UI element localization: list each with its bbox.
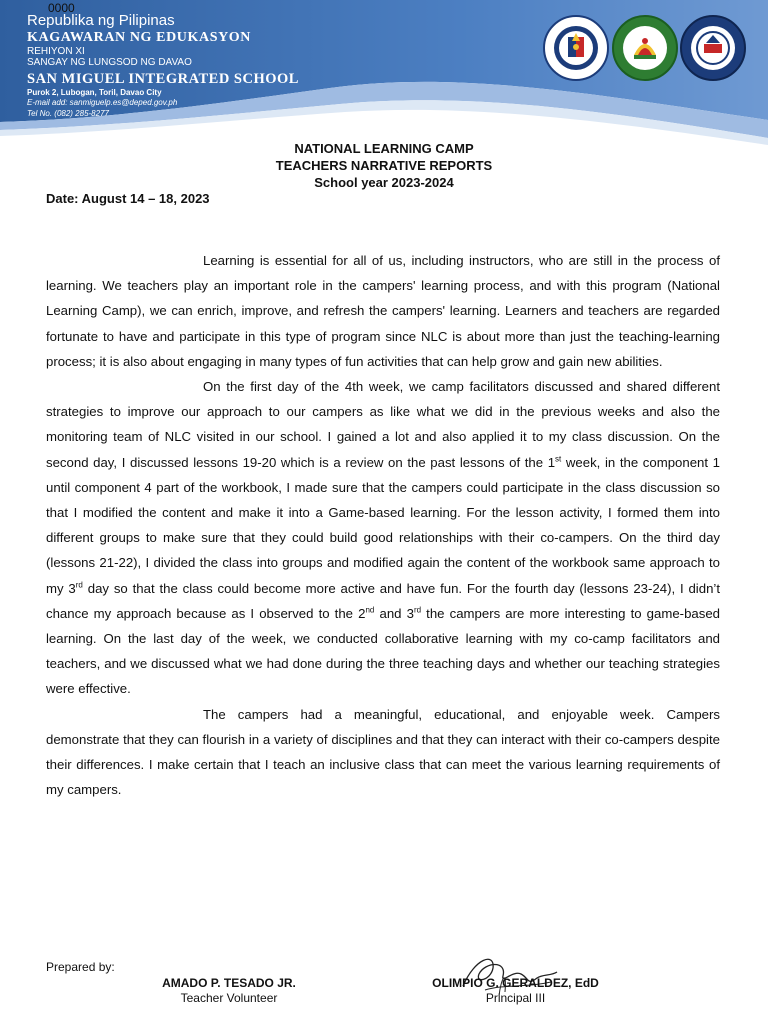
report-date: Date: August 14 – 18, 2023 [46,191,210,206]
paragraph-2-part-b: week, in the component 1 until component 4 part of the workbook, I made sure that the campers could participate in the class discussion so that I modified the content and make it into a Game-based learning. For the lesson activity, I formed them into different groups to make sure that they could build good relationships with their co-campers. On the third day (lessons 21-22), I divided the class into groups and modified again the content of the workbook same approach to my 3 [46,454,720,596]
republika-line: Republika ng Pilipinas [27,12,175,29]
deped-seal-icon [543,15,609,81]
ordinal-suffix: nd [365,605,375,615]
signatory-teacher-name: AMADO P. TESADO JR. [162,976,296,990]
prepared-by-label: Prepared by: [46,960,115,974]
paragraph-2-part-a: On the first day of the 4th week, we camp facilitators discussed and shared different strategies to improve our approach to our campers as like what we did in the previous weeks and also the monitoring team of NLC visited in our school. I gained a lot and also applied it to my class discussion. On the second day, I discussed lessons 19-20 which is a review on the past lessons of the 1 [46,379,720,470]
paragraph-1: Learning is essential for all of us, including instructors, who are still in the process of learning. We teachers play an important role in the campers' learning process, and with this program (National Learning Camp), we can enrich, improve, and refresh the campers' learning. Learners and teachers are regarded fortunate to have and participate in this type of program since NLC is about more than just the teaching-learning process; it is also about engaging in many types of fun activities that can help grow and gain new abilities. [46,253,720,369]
signatory-principal [403,976,628,1006]
paragraph-2-part-c: day so that the class could become more active and have fun. For the fourth day (lessons 23-24), I didn’t chance my approach because as I observed to the 2 [46,580,721,621]
ordinal-suffix: rd [413,605,422,615]
title-line-2: TEACHERS NARRATIVE REPORTS [275,158,493,173]
division-line: SANGAY NG LUNGSOD NG DAVAO [27,57,192,68]
school-seal-icon [680,15,746,81]
signatory-principal-role: Principal III [485,991,546,1005]
paragraph-2-part-e: the campers are more interesting to game-based learning. On the last day of the week, we conducted collaborative learning with my co-camp facilitators and teachers, and we discussed what we had done during the three teaching days and whether our teaching strategies were effective. [46,605,720,697]
signatory-teacher [119,976,339,1006]
ordinal-suffix: st [555,454,562,464]
school-telephone: Tel No. (082) 285-8277 [27,109,109,118]
letterhead [0,0,768,145]
school-email: E-mail add: sanmiguelp.es@deped.gov.ph [27,98,178,107]
paragraph-2 [46,374,720,702]
document-code: 0000 [48,1,75,15]
davao-division-seal-icon [612,15,678,81]
signatory-principal-name: OLIMPIO G. GERALDEZ, EdD [432,976,599,990]
region-line: REHIYON XI [27,46,85,57]
ordinal-suffix: rd [75,580,83,590]
title-line-3: School year 2023-2024 [314,175,454,190]
paragraph-2-part-d: and 3 [374,605,414,621]
report-body [46,248,720,802]
school-address: Purok 2, Lubogan, Toril, Davao City [27,88,162,97]
signatory-teacher-role: Teacher Volunteer [180,991,278,1005]
department-name: KAGAWARAN NG EDUKASYON [27,30,251,45]
school-name: SAN MIGUEL INTEGRATED SCHOOL [27,71,299,87]
paragraph-3: The campers had a meaningful, educational, and enjoyable week. Campers demonstrate that they can flourish in a variety of disciplines and that they can interact with their co-campers despite their differences. I make certain that I teach an inclusive class that can meet the various learning requirements of my campers. [46,706,720,798]
report-title [0,140,768,191]
title-line-1: NATIONAL LEARNING CAMP [294,141,474,156]
